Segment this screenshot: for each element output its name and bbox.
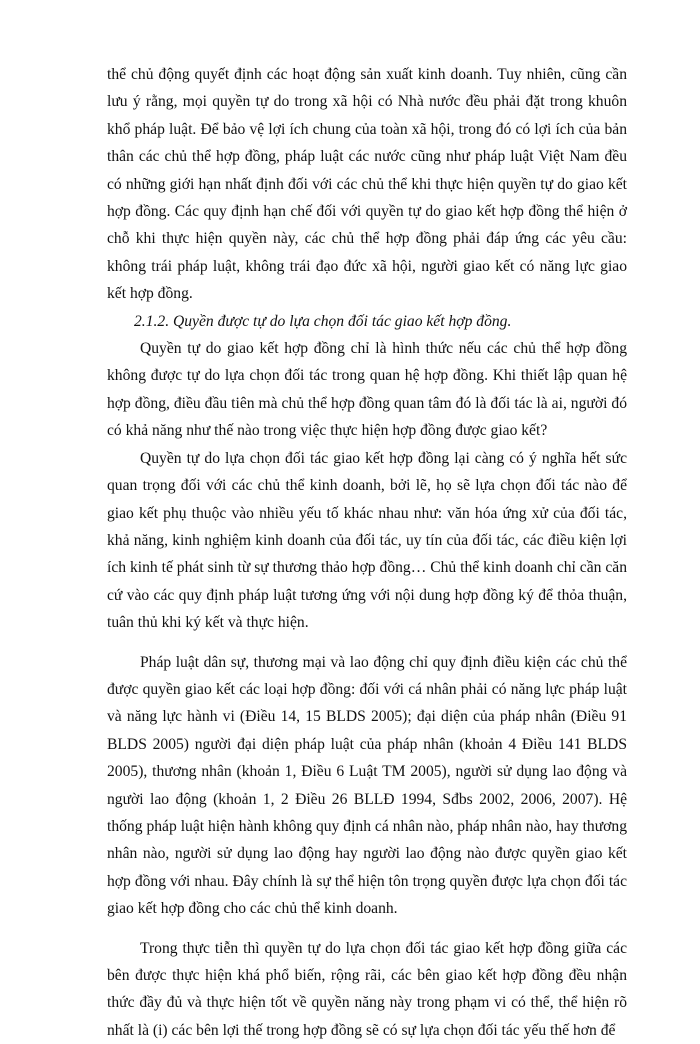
paragraph-continuation: thể chủ động quyết định các hoạt động sản xuất kinh doanh. Tuy nhiên, cũng cần lưu ý rằng, mọi quyền tự do trong xã hội có Nhà nước đều phải đặt trong khuôn khổ pháp luật. Để bảo vệ lợi ích chung của toàn xã hội, trong đó có lợi ích của bản thân các chủ thể hợp đồng, pháp luật các nước cũng như pháp luật Việt Nam đều có những giới hạn nhất định đối với các chủ thể khi thực hiện quyền tự do giao kết hợp đồng. Các quy định hạn chế đối với quyền tự do giao kết hợp đồng thể hiện ở chỗ khi thực hiện quyền này, các chủ thể hợp đồng phải đáp ứng các yêu cầu: không trái pháp luật, không trái đạo đức xã hội, người giao kết có năng lực giao kết hợp đồng. (107, 66, 627, 303)
paragraph: Quyền tự do giao kết hợp đồng chỉ là hình thức nếu các chủ thể hợp đồng không được tự do lựa chọn đối tác trong quan hệ hợp đồng. Khi thiết lập quan hệ hợp đồng, điều đầu tiên mà chủ thể hợp đồng quan tâm đó là đối tác là ai, người đó có khả năng như thế nào trong việc thực hiện hợp đồng được giao kết? (107, 340, 627, 440)
document-body (107, 61, 627, 1044)
paragraph: Trong thực tiễn thì quyền tự do lựa chọn đối tác giao kết hợp đồng giữa các bên được thực hiện khá phổ biến, rộng rãi, các bên giao kết hợp đồng đều nhận thức đầy đủ và thực hiện tốt về quyền năng này trong phạm vi có thể, thể hiện rõ nhất là (i) các bên lợi thế trong hợp đồng sẽ có sự lựa chọn đối tác yếu thế hơn để (107, 939, 627, 1039)
paragraph: Quyền tự do lựa chọn đối tác giao kết hợp đồng lại càng có ý nghĩa hết sức quan trọng đối với các chủ thể kinh doanh, bởi lẽ, họ sẽ lựa chọn đối tác nào để giao kết phụ thuộc vào nhiều yếu tố khác nhau như: văn hóa ứng xử của đối tác, khả năng, kinh nghiệm kinh doanh của đối tác, uy tín của đối tác, các điều kiện lợi ích kinh tế phát sinh từ sự thương thảo hợp đồng… Chủ thể kinh doanh chỉ cần căn cứ vào các quy định pháp luật tương ứng với nội dung hợp đồng ký để thỏa thuận, tuân thủ khi ký kết và thực hiện. (107, 449, 627, 632)
paragraph: Pháp luật dân sự, thương mại và lao động chỉ quy định điều kiện các chủ thể được quyền giao kết các loại hợp đồng: đối với cá nhân phải có năng lực pháp luật và năng lực hành vi (Điều 14, 15 BLDS 2005); đại diện của pháp nhân (Điều 91 BLDS 2005) người đại diện pháp luật của pháp nhân (khoản 4 Điều 141 BLDS 2005), thương nhân (khoản 1, Điều 6 Luật TM 2005), người sử dụng lao động và người lao động (khoản 1, 2 Điều 26 BLLĐ 1994, Sđbs 2002, 2006, 2007). Hệ thống pháp luật hiện hành không quy định cá nhân nào, pháp nhân nào, hay thương nhân nào, người sử dụng lao động hay người lao động nào được quyền giao kết hợp đồng với nhau. Đây chính là sự thể hiện tôn trọng quyền được lựa chọn đối tác giao kết hợp đồng cho các chủ thể kinh doanh. (107, 653, 627, 918)
section-heading: 2.1.2. Quyền được tự do lựa chọn đối tác giao kết hợp đồng. (134, 312, 512, 330)
